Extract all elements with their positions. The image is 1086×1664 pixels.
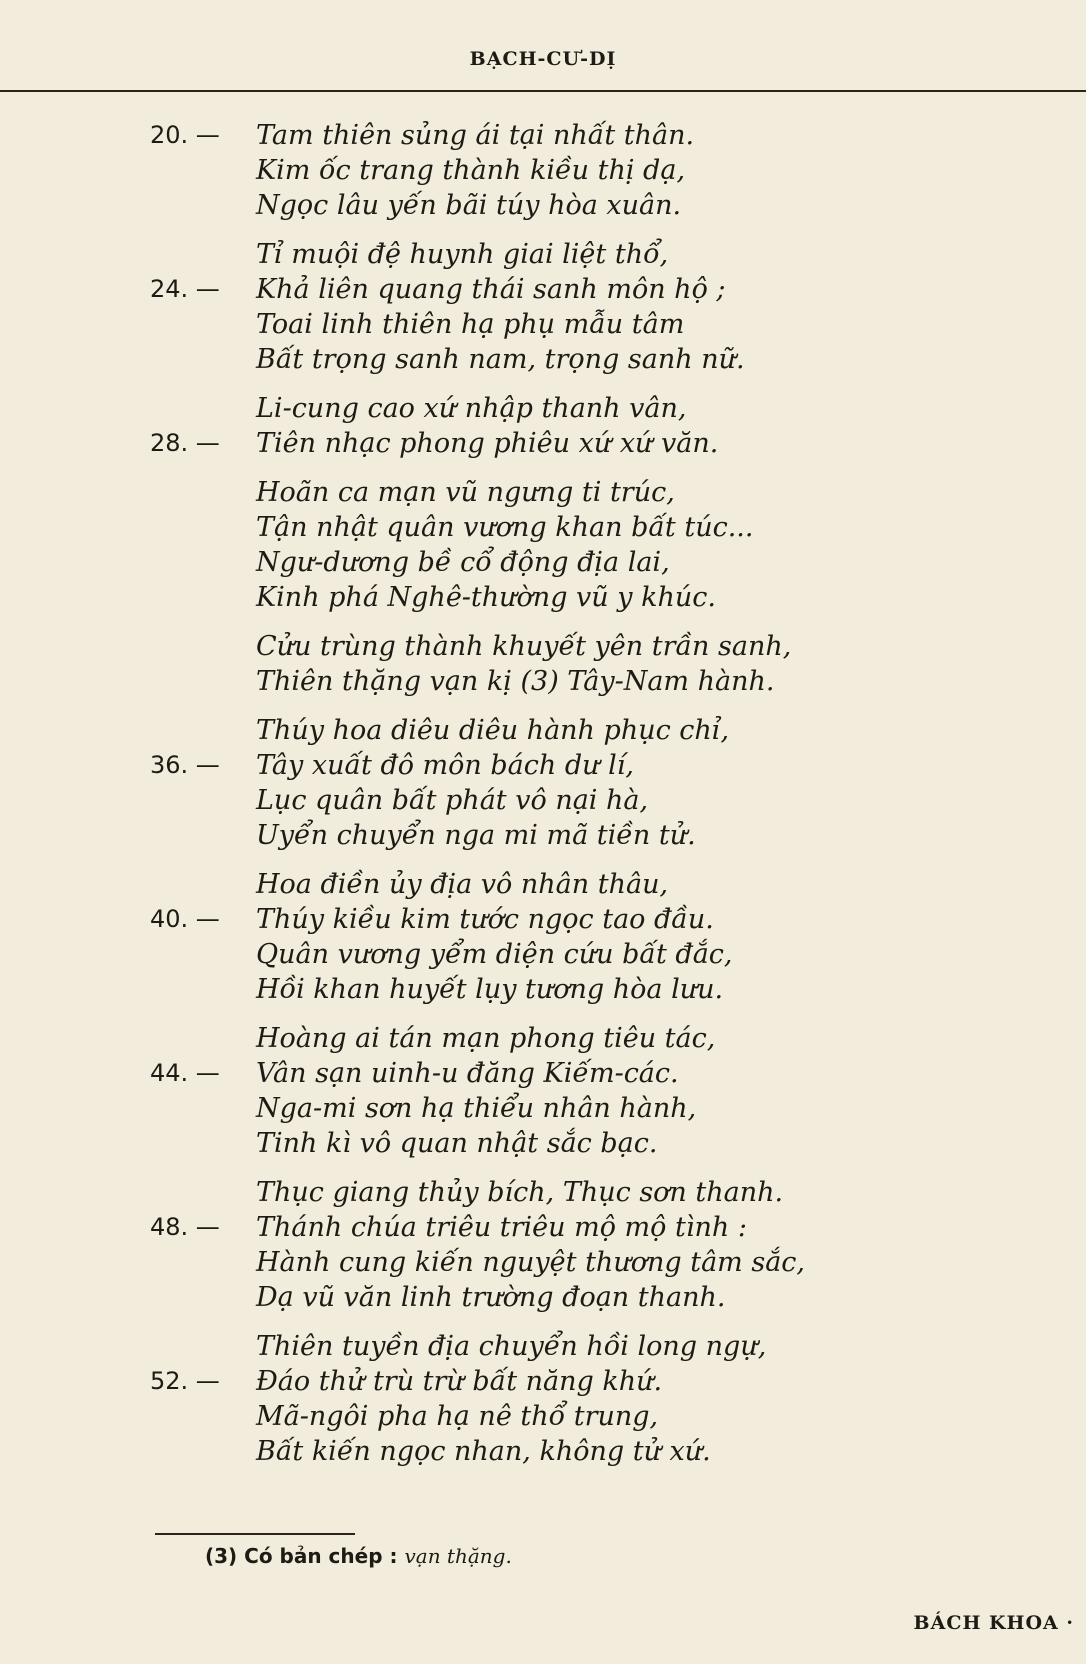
line-text: Thiên thặng vạn kị (3) Tây-Nam hành. [256, 666, 775, 697]
poem-line [150, 1364, 1050, 1399]
line-number: 24. — [150, 275, 220, 303]
line-text: Kim ốc trang thành kiều thị dạ, [256, 155, 686, 186]
line-text: Hoa điền ủy địa vô nhân thâu, [256, 869, 669, 900]
footnote-text: (3) Có bản chép : [205, 1544, 398, 1568]
header-rule [0, 90, 1086, 92]
line-text: Nga-mi sơn hạ thiểu nhân hành, [256, 1093, 697, 1124]
poem-line [150, 972, 1050, 1007]
poem-line [150, 1280, 1050, 1315]
stanza [150, 713, 1050, 853]
line-number: 28. — [150, 429, 220, 457]
line-text: Tây xuất đô môn bách dư lí, [256, 750, 634, 781]
stanza [150, 1329, 1050, 1469]
stanza [150, 237, 1050, 377]
running-head: BẠCH-CƯ-DỊ [469, 48, 617, 70]
poem-line [150, 867, 1050, 902]
line-text: Ngư-dương bề cổ động địa lai, [256, 547, 670, 578]
line-text: Quân vương yểm diện cứu bất đắc, [256, 939, 733, 970]
line-text: Mã-ngôi pha hạ nê thổ trung, [256, 1401, 659, 1432]
poem-line [150, 1126, 1050, 1161]
line-text: Thúy hoa diêu diêu hành phục chỉ, [256, 715, 730, 746]
stanza [150, 629, 1050, 699]
poem-line [150, 1175, 1050, 1210]
poem-line [150, 153, 1050, 188]
line-text: Li-cung cao xứ nhập thanh vân, [256, 393, 687, 424]
poem-line [150, 664, 1050, 699]
line-number: 40. — [150, 905, 220, 933]
footnote [205, 1544, 512, 1568]
poem-line [150, 937, 1050, 972]
poem-line [150, 748, 1050, 783]
line-text: Lục quân bất phát vô nại hà, [256, 785, 649, 816]
stanza [150, 391, 1050, 461]
line-text: Dạ vũ văn linh trường đoạn thanh. [256, 1282, 726, 1313]
line-text: Tam thiên sủng ái tại nhất thân. [256, 120, 695, 151]
poem-line [150, 629, 1050, 664]
poem-line [150, 818, 1050, 853]
line-text: Hoãn ca mạn vũ ngưng ti trúc, [256, 477, 675, 508]
poem-body [150, 118, 1050, 1483]
line-text: Thánh chúa triêu triêu mộ mộ tình : [256, 1212, 747, 1243]
poem-line [150, 902, 1050, 937]
poem-line [150, 713, 1050, 748]
poem-line [150, 1329, 1050, 1364]
line-number: 36. — [150, 751, 220, 779]
poem-line [150, 1399, 1050, 1434]
poem-line [150, 1021, 1050, 1056]
line-text: Cửu trùng thành khuyết yên trần sanh, [256, 631, 792, 662]
poem-line [150, 237, 1050, 272]
poem-line [150, 1434, 1050, 1469]
footnote-emphasis: vạn thặng. [404, 1544, 512, 1568]
line-text: Hành cung kiến nguyệt thương tâm sắc, [256, 1247, 806, 1278]
line-text: Tinh kì vô quan nhật sắc bạc. [256, 1128, 658, 1159]
line-text: Khả liên quang thái sanh môn hộ ; [256, 274, 726, 305]
poem-line [150, 426, 1050, 461]
poem-line [150, 188, 1050, 223]
line-text: Thiên tuyền địa chuyển hồi long ngự, [256, 1331, 767, 1362]
poem-line [150, 272, 1050, 307]
line-text: Bất trọng sanh nam, trọng sanh nữ. [256, 344, 745, 375]
line-text: Ngọc lâu yến bãi túy hòa xuân. [256, 190, 682, 221]
poem-line [150, 783, 1050, 818]
poem-line [150, 391, 1050, 426]
line-text: Hồi khan huyết lụy tương hòa lưu. [256, 974, 724, 1005]
line-text: Vân sạn uinh-u đăng Kiếm-các. [256, 1058, 679, 1089]
line-text: Toai linh thiên hạ phụ mẫu tâm [256, 309, 685, 340]
poem-line [150, 1210, 1050, 1245]
line-text: Thục giang thủy bích, Thục sơn thanh. [256, 1177, 784, 1208]
poem-line [150, 118, 1050, 153]
line-text: Tiên nhạc phong phiêu xứ xứ văn. [256, 428, 719, 459]
line-text: Uyển chuyển nga mi mã tiền tử. [256, 820, 696, 851]
line-text: Hoàng ai tán mạn phong tiêu tác, [256, 1023, 716, 1054]
stanza [150, 118, 1050, 223]
poem-line [150, 342, 1050, 377]
poem-line [150, 1091, 1050, 1126]
line-text: Tận nhật quân vương khan bất túc... [256, 512, 754, 543]
stanza [150, 867, 1050, 1007]
poem-line [150, 475, 1050, 510]
line-number: 52. — [150, 1367, 220, 1395]
poem-line [150, 307, 1050, 342]
line-number: 44. — [150, 1059, 220, 1087]
poem-line [150, 545, 1050, 580]
line-number: 48. — [150, 1213, 220, 1241]
line-text: Kinh phá Nghê-thường vũ y khúc. [256, 582, 716, 613]
stanza [150, 1175, 1050, 1315]
poem-line [150, 510, 1050, 545]
line-text: Thúy kiều kim tước ngọc tao đầu. [256, 904, 714, 935]
poem-line [150, 1056, 1050, 1091]
line-number: 20. — [150, 121, 220, 149]
running-foot: BÁCH KHOA · [913, 1612, 1074, 1634]
line-text: Đáo thử trù trừ bất năng khứ. [256, 1366, 663, 1397]
stanza [150, 1021, 1050, 1161]
line-text: Tỉ muội đệ huynh giai liệt thổ, [256, 239, 669, 270]
poem-line [150, 1245, 1050, 1280]
footnote-rule [155, 1533, 355, 1535]
line-text: Bất kiến ngọc nhan, không tử xứ. [256, 1436, 711, 1467]
poem-line [150, 580, 1050, 615]
stanza [150, 475, 1050, 615]
